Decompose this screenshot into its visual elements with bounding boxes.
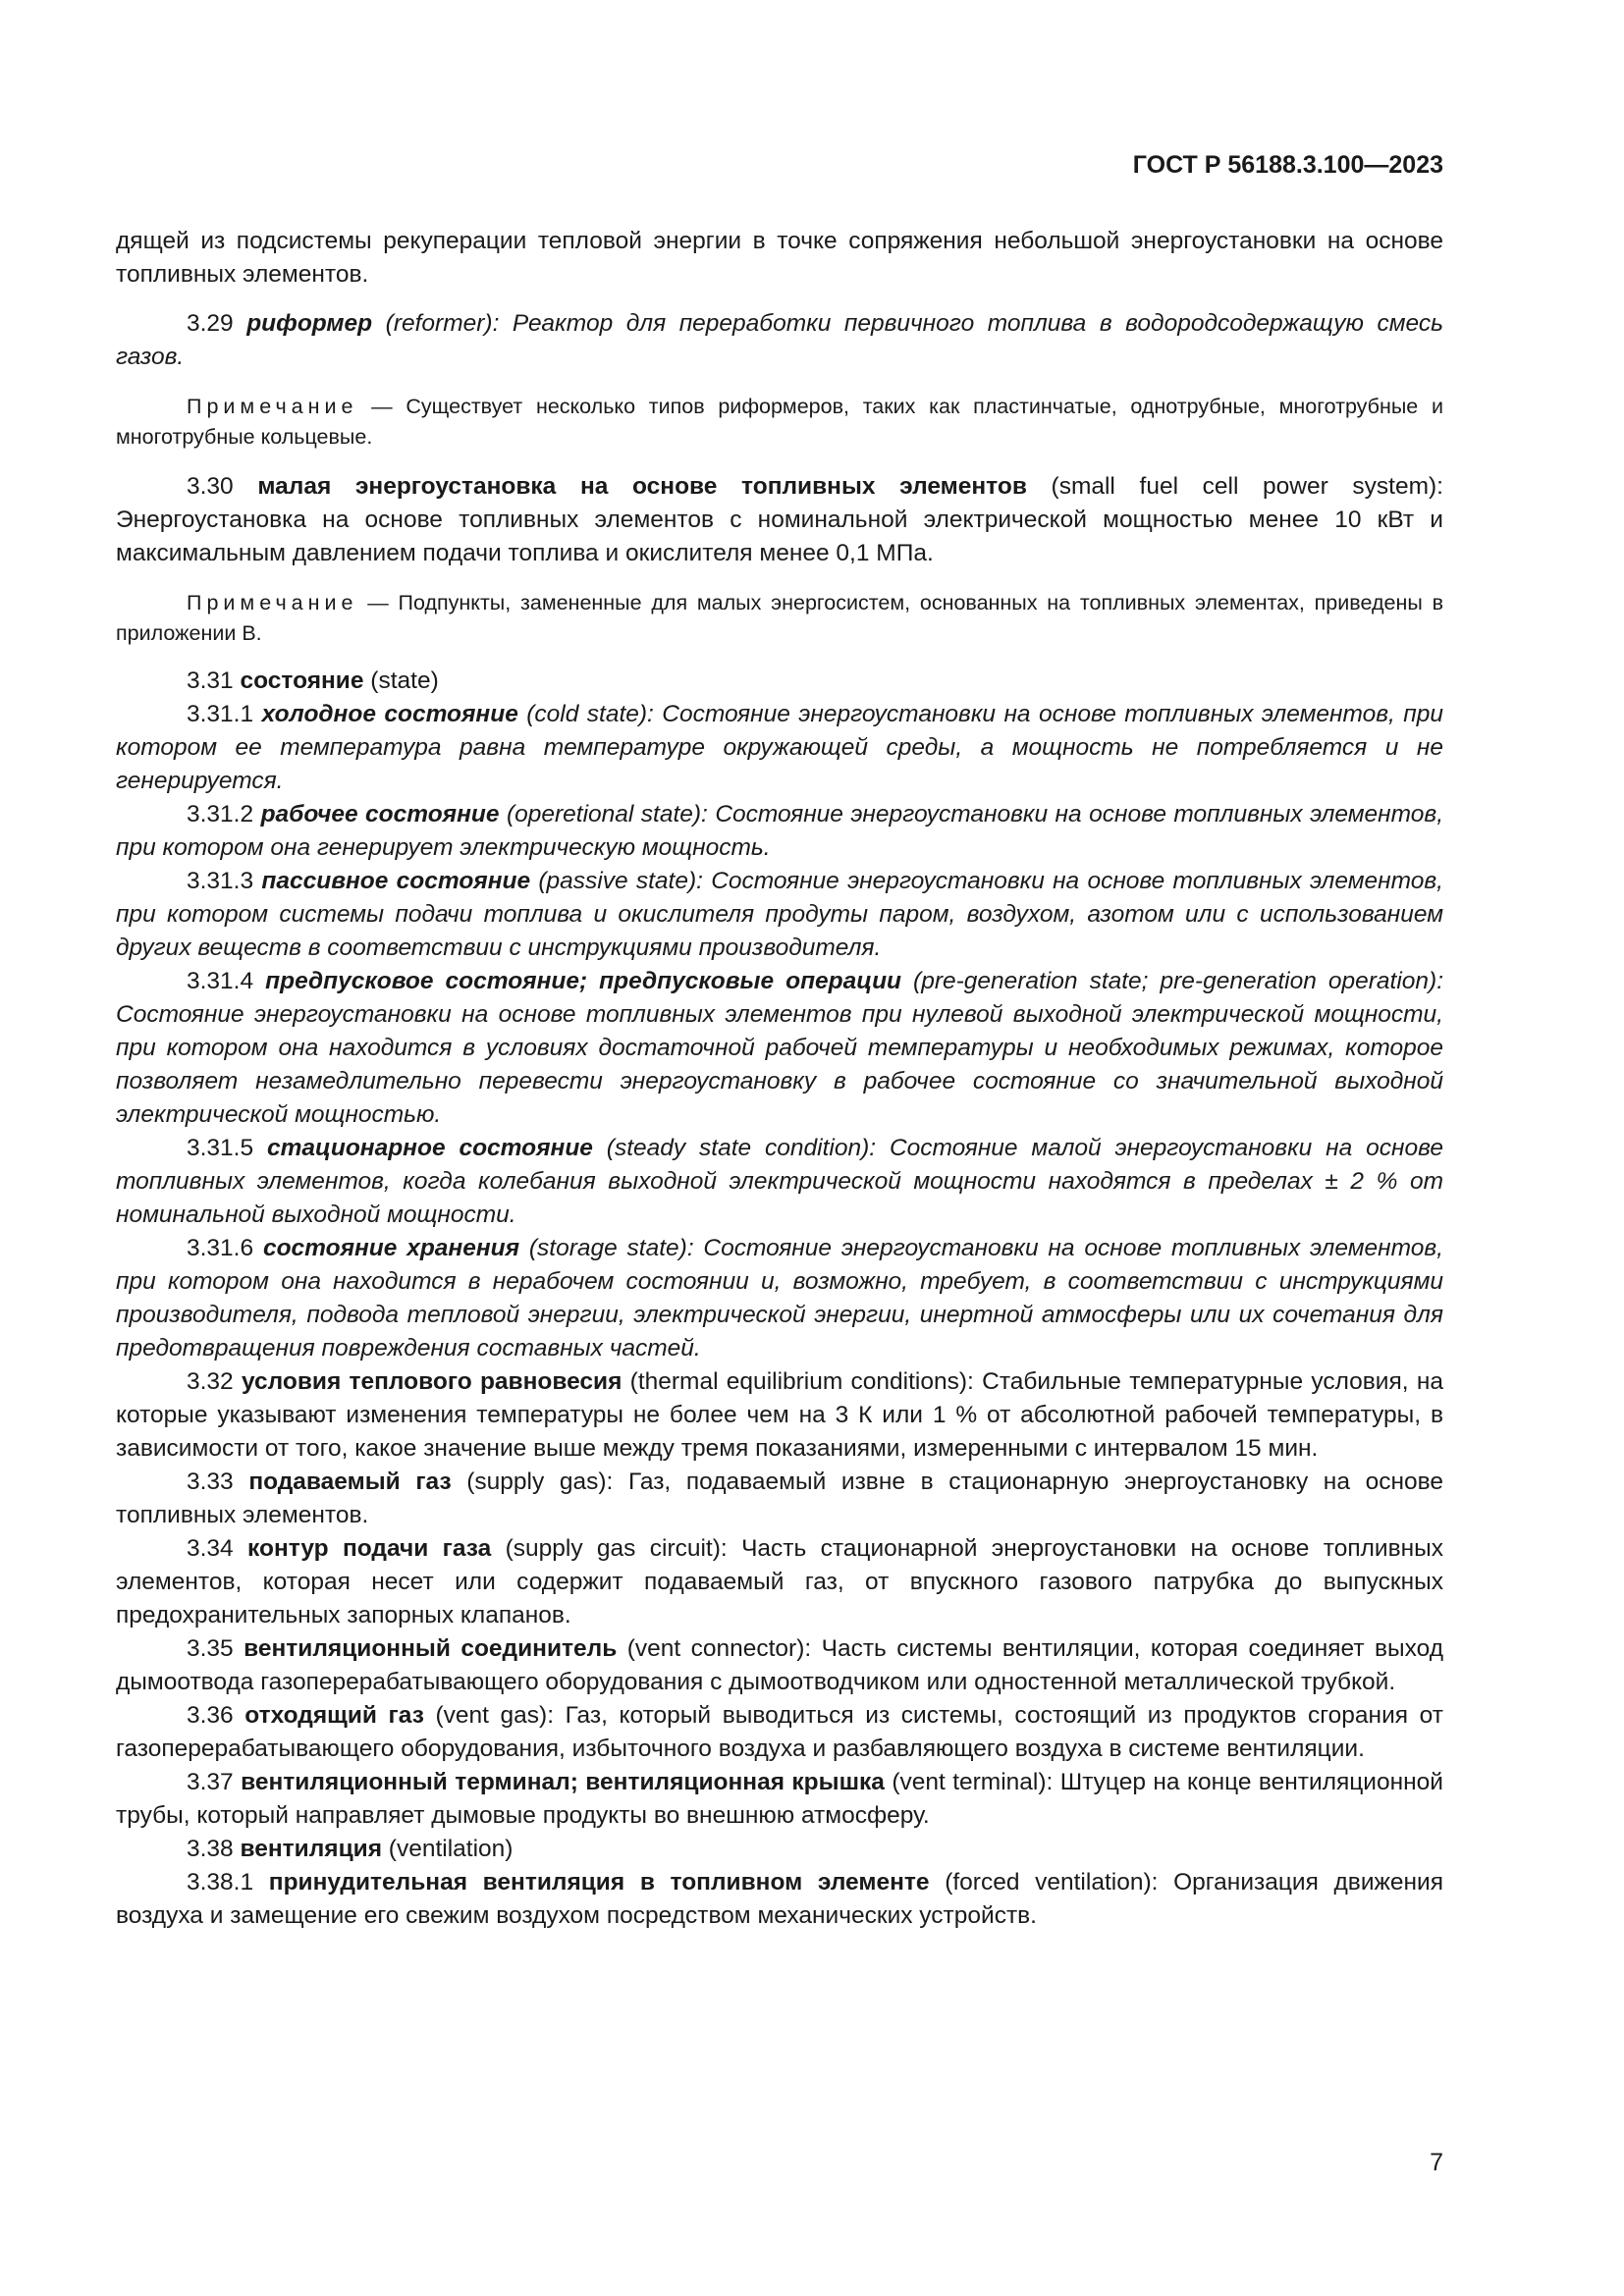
note-3-29 [116,392,1443,453]
term-name: стационарное состояние [267,1135,593,1161]
term-definition: Штуцер на конце вентиляционной трубы, который направляет дымовые продукты во внешнюю атмосферу. [116,1769,1443,1829]
term-definition: Газ, подаваемый извне в стационарную энергоустановку на основе топливных элементов. [116,1468,1443,1528]
term-english: (small fuel cell power system): [1026,473,1443,500]
note-text: — Существует несколько типов риформеров, таких как пластинчатые, однотрубные, многотрубные и многотрубные кольцевые. [116,395,1443,449]
term-english: (thermal equilibrium conditions): [622,1368,974,1395]
term-definition: Организация движения воздуха и замещение его свежим воздухом посредством механических устройств. [116,1869,1444,1929]
continued-paragraph: дящей из подсистемы рекуперации тепловой энергии в точке сопряжения небольшой энергоустановки на основе топливных элементов. [116,228,1443,288]
term-3-33: 3.33 подаваемый газ (supply gas): Газ, подаваемый извне в стационарную энергоустановку на основе топливных элементов. [116,1468,1443,1528]
term-english: (forced ventilation): [929,1869,1159,1896]
term-3-38-1: 3.38.1 принудительная вентиляция в топливном элементе (forced ventilation): Организация движения воздуха и замещение его свежим воздухом посредством механических устройств. [116,1869,1444,1929]
term-name: принудительная вентиляция в топливном элементе [268,1869,930,1896]
term-3-34: 3.34 контур подачи газа (supply gas circuit): Часть стационарной энергоустановки на основе топливных элементов, которая несет или содержит подаваемый газ, от впускного газового патрубка до выпускных предохранительных запорных клапанов. [116,1535,1443,1629]
term-name: отходящий газ [244,1702,424,1729]
note-label: Примечание [187,395,358,418]
note-3-30 [116,588,1443,649]
term-3-32: 3.32 условия теплового равновесия (thermal equilibrium conditions): Стабильные температурные условия, на которые указывают изменения температуры не более чем на 3 К или 1 % от абсолютной рабочей температуры, в зависимости от того, какое значение выше между тремя показаниями, измеренными с интервалом 15 мин. [116,1368,1443,1462]
term-english: (reformer): [372,310,500,337]
term-english: (supply gas circuit): [491,1535,728,1562]
term-english: (vent connector): [617,1635,812,1662]
term-3-37: 3.37 вентиляционный терминал; вентиляционная крышка (vent terminal): Штуцер на конце вентиляционной трубы, который направляет дымовые продукты во внешнюю атмосферу. [116,1769,1443,1829]
term-definition: Реактор для переработки первичного топлива в водородсодержащую смесь газов. [116,310,1443,370]
term-3-31: 3.31 состояние (state) [187,667,439,694]
term-name: малая энергоустановка на основе топливных элементов [257,473,1027,500]
term-3-35: 3.35 вентиляционный соединитель (vent connector): Часть системы вентиляции, которая соединяет выход дымоотвода газоперерабатывающего оборудования с дымоотводчиком или одностенной металлической трубкой. [116,1635,1443,1695]
term-english: (supply gas): [451,1468,614,1495]
term-name: подаваемый газ [248,1468,452,1495]
term-definition: Состояние энергоустановки на основе топливных элементов, при котором системы подачи топлива и окислителя продуты паром, воздухом, азотом или с использованием других веществ в соответствии с инструкциями производителя. [116,868,1443,961]
term-name: пассивное состояние [261,868,531,894]
term-name: риформер [246,310,373,337]
term-name: вентиляция [240,1836,382,1862]
term-english: (pre-generation state; pre-generation operation): [901,968,1443,994]
term-3-31-6: 3.31.6 состояние хранения (storage state): Состояние энергоустановки на основе топливных элементов, при котором она находится в нерабочем состоянии и, возможно, требует, в соответствии с инструкциями производителя, подвода тепловой энергии, электрической энергии, инертной атмосферы или их сочетания для предотвращения повреждения составных частей. [116,1235,1443,1362]
term-name: вентиляционный соединитель [244,1635,618,1662]
document-designation: ГОСТ Р 56188.3.100—2023 [1132,151,1443,179]
term-3-29: 3.29 риформер (reformer): Реактор для переработки первичного топлива в водородсодержащую смесь газов. [116,310,1443,370]
term-name: предпусковое состояние; предпусковые операции [265,968,902,994]
term-english: (ventilation) [382,1836,514,1862]
note-label: Примечание [187,591,358,614]
term-english: (passive state): [530,868,703,894]
term-name: холодное состояние [261,701,518,727]
term-definition: Часть стационарной энергоустановки на основе топливных элементов, которая несет или содержит подаваемый газ, от впускного газового патрубка до выпускных предохранительных запорных клапанов. [116,1535,1443,1629]
term-definition: Состояние энергоустановки на основе топливных элементов, при котором ее температура равна температуре окружающей среды, а мощность не потребляется и не генерируется. [116,701,1443,794]
term-english: (operetional state): [499,801,708,828]
term-name: состояние хранения [262,1235,520,1261]
term-definition: Состояние малой энергоустановки на основе топливных элементов, когда колебания выходной электрической мощности находятся в пределах ± 2 % от номинальной выходной мощности. [116,1135,1443,1228]
term-definition: Состояние энергоустановки на основе топливных элементов при нулевой выходной электрической мощности, при котором она находится в условиях достаточной рабочей температуры и необходимых режимах, которое позволяет незамедлительно перевести энергоустановку в рабочее состояние со значительной выходной электрической мощностью. [116,1001,1443,1128]
term-english: (storage state): [519,1235,694,1261]
term-english: (cold state): [517,701,654,727]
term-3-36: 3.36 отходящий газ (vent gas): Газ, который выводиться из системы, состоящий из продуктов сгорания от газоперерабатывающего оборудования, избыточного воздуха и разбавляющего воздуха в системе вентиляции. [116,1702,1443,1762]
note-text: — Подпункты, замененные для малых энергосистем, основанных на топливных элементах, приведены в приложении В. [116,591,1443,645]
page-number: 7 [1430,2149,1443,2176]
term-english: (state) [363,667,439,694]
page-header [116,147,1443,183]
term-definition: Состояние энергоустановки на основе топливных элементов, при котором она находится в нерабочем состоянии и, возможно, требует, в соответствии с инструкциями производителя, подвода тепловой энергии, электрической энергии, инертной атмосферы или их сочетания для предотвращения повреждения составных частей. [116,1235,1443,1362]
term-3-30: 3.30 малая энергоустановка на основе топливных элементов (small fuel cell power system): Энергоустановка на основе топливных элементов с номинальной электрической мощностью менее 10 кВт и максимальным давлением подачи топлива и окислителя менее 0,1 МПа. [116,473,1443,566]
term-definition: Состояние энергоустановки на основе топливных элементов, при котором она генерирует электрическую мощность. [116,801,1443,861]
term-english: (steady state condition): [592,1135,877,1161]
term-definition: Стабильные температурные условия, на которые указывают изменения температуры не более чем на 3 К или 1 % от абсолютной рабочей температуры, в зависимости от того, какое значение выше между тремя показаниями, измеренными с интервалом 15 мин. [116,1368,1443,1462]
term-name: вентиляционный терминал; вентиляционная крышка [241,1769,885,1795]
page-body [116,225,1443,1933]
term-name: рабочее состояние [260,801,500,828]
term-3-31-5: 3.31.5 стационарное состояние (steady state condition): Состояние малой энергоустановки на основе топливных элементов, когда колебания выходной электрической мощности находятся в пределах ± 2 % от номинальной выходной мощности. [116,1135,1443,1228]
term-3-31-1: 3.31.1 холодное состояние (cold state): Состояние энергоустановки на основе топливных элементов, при котором ее температура равна температуре окружающей среды, а мощность не потребляется и не генерируется. [116,701,1443,794]
term-3-38: 3.38 вентиляция (ventilation) [187,1836,514,1862]
term-name: условия теплового равновесия [241,1368,623,1395]
term-definition: Газ, который выводиться из системы, состоящий из продуктов сгорания от газоперерабатывающего оборудования, избыточного воздуха и разбавляющего воздуха в системе вентиляции. [116,1702,1443,1762]
term-name: контур подачи газа [247,1535,492,1562]
term-english: (vent gas): [423,1702,555,1729]
term-name: состояние [240,667,364,694]
term-3-31-4: 3.31.4 предпусковое состояние; предпусковые операции (pre-generation state; pre-generation operation): Состояние энергоустановки на основе топливных элементов при нулевой выходной электрической мощности, при котором она находится в условиях достаточной рабочей температуры и необходимых режимах, которое позволяет незамедлительно перевести энергоустановку в рабочее состояние со значительной выходной электрической мощностью. [116,968,1443,1128]
term-definition: Часть системы вентиляции, которая соединяет выход дымоотвода газоперерабатывающего оборудования с дымоотводчиком или одностенной металлической трубкой. [116,1635,1443,1695]
term-definition: Энергоустановка на основе топливных элементов с номинальной электрической мощностью менее 10 кВт и максимальным давлением подачи топлива и окислителя менее 0,1 МПа. [116,507,1443,566]
term-english: (vent terminal): [884,1769,1054,1795]
term-3-31-2: 3.31.2 рабочее состояние (operetional state): Состояние энергоустановки на основе топливных элементов, при котором она генерирует электрическую мощность. [116,801,1443,861]
term-3-31-3: 3.31.3 пассивное состояние (passive state): Состояние энергоустановки на основе топливных элементов, при котором системы подачи топлива и окислителя продуты паром, воздухом, азотом или с использованием других веществ в соответствии с инструкциями производителя. [116,868,1443,961]
